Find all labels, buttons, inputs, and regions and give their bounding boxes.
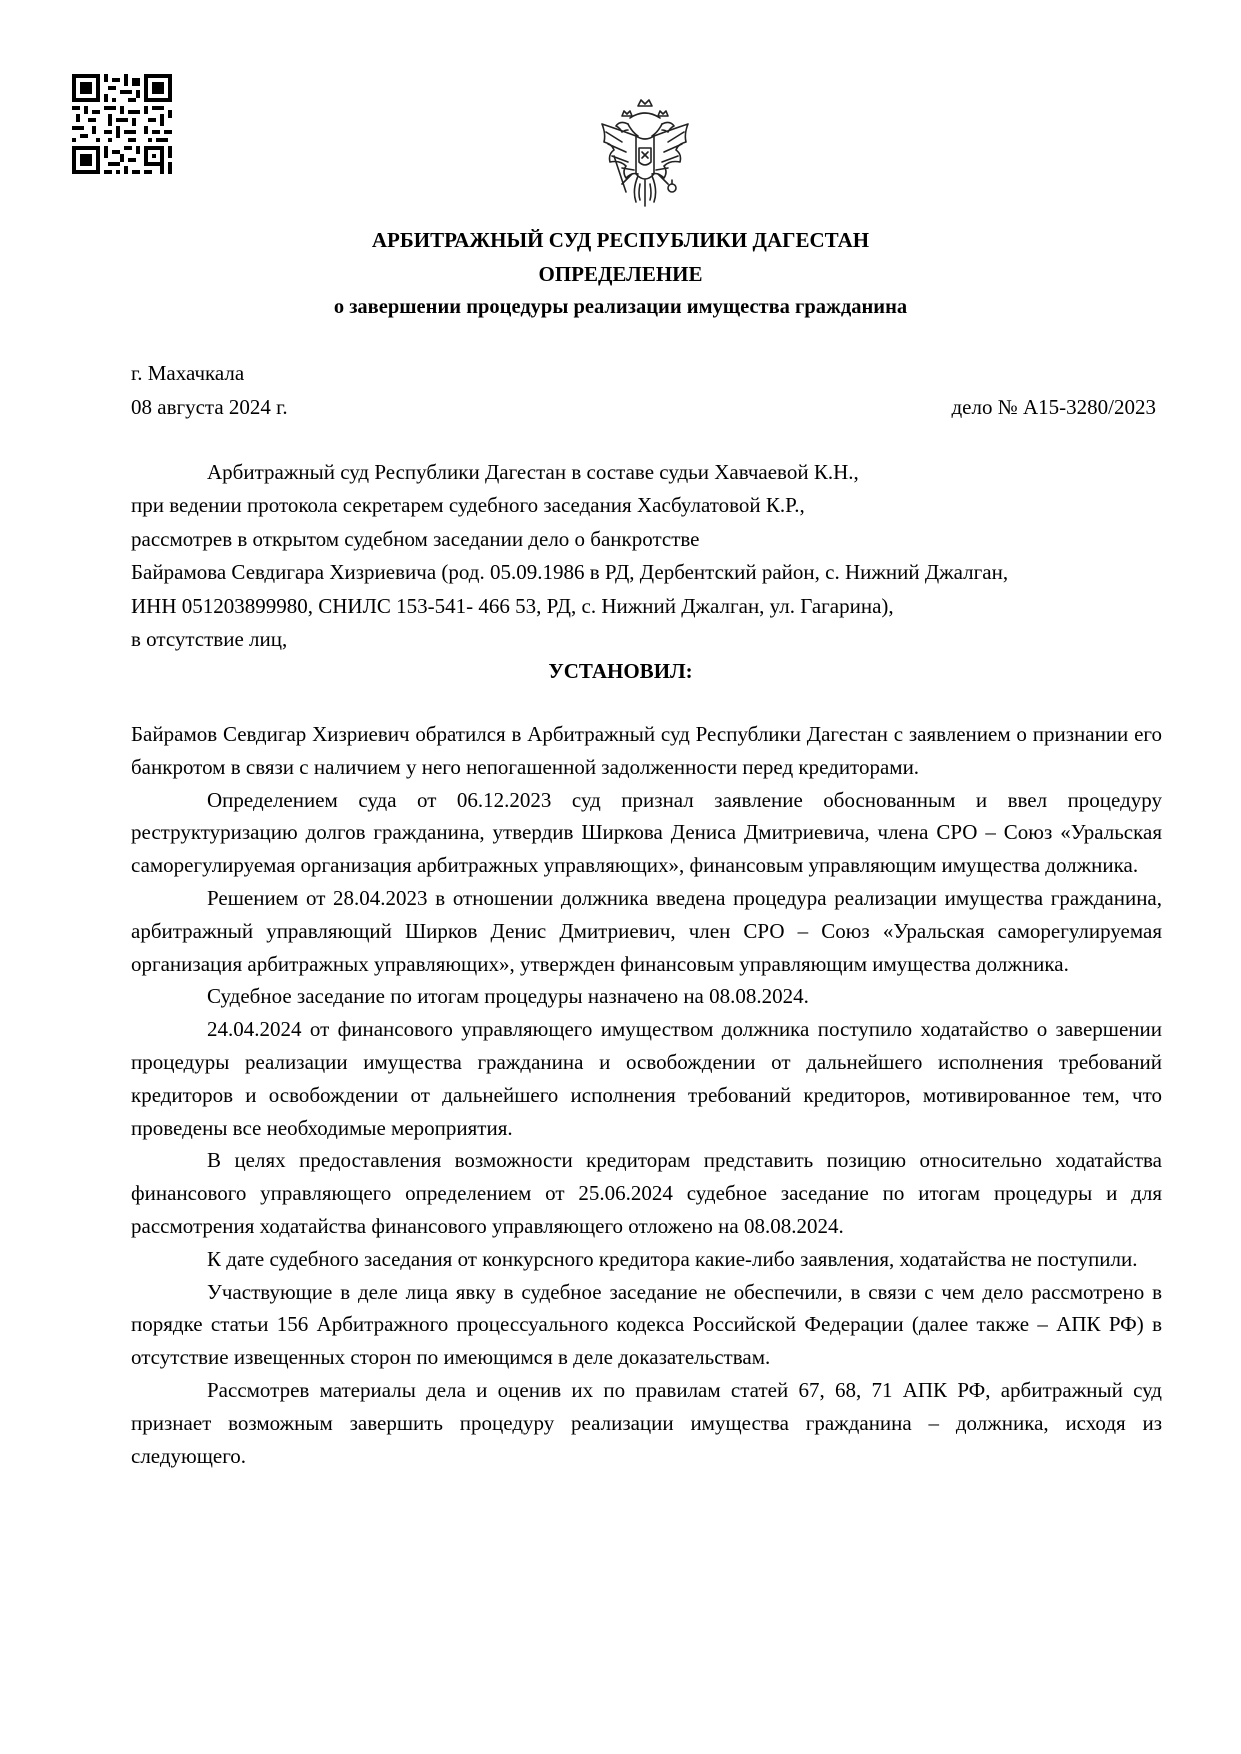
court-name: АРБИТРАЖНЫЙ СУД РЕСПУБЛИКИ ДАГЕСТАН [371, 228, 870, 252]
paragraph: Судебное заседание по итогам процедуры назначено на 08.08.2024. [207, 984, 809, 1009]
paragraph: Рассмотрев материалы дела и оценив их по правилам статей 67, 68, 71 АПК РФ, арбитражный суд признает возможным завершить процедуру реализации имущества гражданина – должника, исходя из следующего. [131, 1377, 1162, 1468]
qr-code [72, 74, 172, 174]
paragraph: Определением суда от 06.12.2023 суд признал заявление обоснованным и ввел процедуру реструктуризацию долгов гражданина, утвердив Ширкова Дениса Дмитриевича, члена СРО – Союз «Уральская саморегулируемая организация арбитражных управляющих», финансовым управляющим имущества должника. [131, 787, 1162, 878]
paragraph: Байрамов Севдигар Хизриевич обратился в Арбитражный суд Республики Дагестан с заявлением о признании его банкротом в связи с наличием у него непогашенной задолженности перед кредиторами. [131, 722, 1162, 779]
paragraph: В целях предоставления возможности кредиторам представить позицию относительно ходатайства финансового управляющего определением от 25.06.2024 судебное заседание по итогам процедуры и для рассмотрения ходатайства финансового управляющего отложено на 08.08.2024. [131, 1148, 1162, 1238]
intro-line: рассмотрев в открытом судебном заседании дело о банкротстве [131, 526, 700, 551]
paragraph: Решением от 28.04.2023 в отношении должника введена процедура реализации имущества гражданина, арбитражный управляющий Ширков Денис Дмитриевич, член СРО – Союз «Уральская саморегулируемая организация арбитражных управляющих», утвержден финансовым управляющим имущества должника. [131, 885, 1162, 976]
intro-line: ИНН 051203899980, СНИЛС 153-541- 466 53, РД, с. Нижний Джалган, ул. Гагарина), [131, 593, 894, 618]
decision-date: 08 августа 2024 г. [131, 395, 288, 419]
intro-block [131, 456, 1171, 656]
paragraph: К дате судебного заседания от конкурсного кредитора какие-либо заявления, ходатайства не поступили. [207, 1246, 1138, 1271]
intro-line: при ведении протокола секретарем судебного заседания Хасбулатовой К.Р., [131, 493, 805, 518]
intro-line: Байрамова Севдигара Хизриевича (род. 05.09.1986 в РД, Дербентский район, с. Нижний Джалган, [131, 560, 1009, 585]
document-type: ОПРЕДЕЛЕНИЕ [538, 262, 703, 286]
paragraph: Участвующие в деле лица явку в судебное заседание не обеспечили, в связи с чем дело рассмотрено в порядке статьи 156 Арбитражного процессуального кодекса Российской Федерации (далее также – АПК РФ) в отсутствие извещенных сторон по имеющимся в деле доказательствам. [131, 1279, 1162, 1370]
document-body [131, 718, 1162, 1472]
case-number: дело № А15-3280/2023 [951, 395, 1156, 419]
intro-line: в отсутствие лиц, [131, 627, 288, 652]
intro-line: Арбитражный суд Республики Дагестан в составе судьи Хавчаевой К.Н., [207, 460, 859, 484]
coat-of-arms-emblem [592, 94, 698, 214]
document-subject: о завершении процедуры реализации имущества гражданина [333, 296, 908, 318]
paragraph: 24.04.2024 от финансового управляющего имуществом должника поступило ходатайство о завершении процедуры реализации имущества гражданина и освобождении от дальнейшего исполнения требований кредиторов и освобождении от дальнейшего исполнения требований кредиторов, мотивированное тем, что проведены все необходимые мероприятия. [131, 1017, 1162, 1140]
city: г. Махачкала [131, 361, 245, 385]
section-title: УСТАНОВИЛ: [548, 659, 693, 683]
